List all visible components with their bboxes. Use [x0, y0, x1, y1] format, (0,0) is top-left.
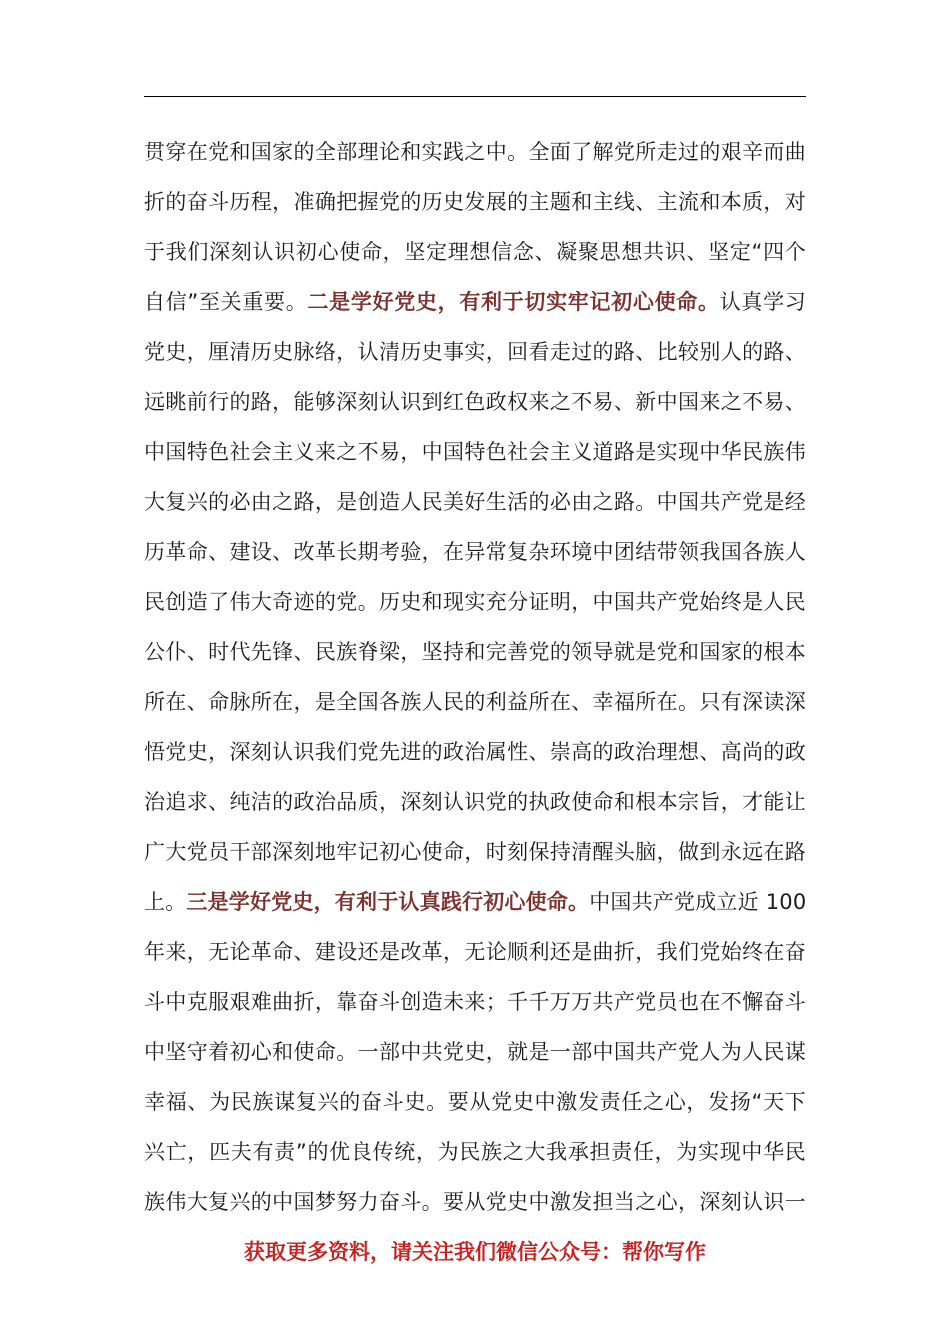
- text-run: 广大党员干部深刻地牢记初心使命，时刻保持清醒头脑，做到永远在路: [144, 840, 806, 864]
- footer-notice: 获取更多资料，请关注我们微信公众号：帮你写作: [244, 1239, 706, 1264]
- text-run: 折的奋斗历程，准确把握党的历史发展的主题和主线、主流和本质，对: [144, 190, 806, 214]
- text-line: [144, 927, 806, 977]
- text-line: [144, 127, 806, 177]
- text-run: 自信”至关重要。: [144, 290, 308, 314]
- text-run: 斗中克服艰难曲折，靠奋斗创造未来；千千万万共产党员也在不懈奋斗: [144, 990, 806, 1014]
- text-run: 所在、命脉所在，是全国各族人民的利益所在、幸福所在。只有深读深: [144, 690, 806, 714]
- text-run: 年来，无论革命、建设还是改革，无论顺利还是曲折，我们党始终在奋: [144, 940, 806, 964]
- text-line: [144, 227, 806, 277]
- text-line: [144, 727, 806, 777]
- text-run: 民创造了伟大奇迹的党。历史和现实充分证明，中国共产党始终是人民: [144, 590, 806, 614]
- text-run: 兴亡，匹夫有责”的优良传统，为民族之大我承担责任，为实现中华民: [144, 1140, 806, 1164]
- text-line: [144, 1177, 806, 1227]
- document-body: [144, 127, 806, 1227]
- text-line: [144, 377, 806, 427]
- text-line: [144, 1077, 806, 1127]
- text-run: 党史，厘清历史脉络，认清历史事实，回看走过的路、比较别人的路、: [144, 340, 806, 364]
- highlighted-heading: 二是学好党史，有利于切实牢记初心使命。: [307, 290, 720, 314]
- highlighted-heading: 三是学好党史，有利于认真践行初心使命。: [186, 890, 590, 914]
- text-run: 贯穿在党和国家的全部理论和实践之中。全面了解党所走过的艰辛而曲: [144, 140, 806, 164]
- text-line: [144, 877, 806, 927]
- text-line: [144, 1127, 806, 1177]
- text-line: [144, 677, 806, 727]
- text-run: 中国共产党成立近 100: [589, 890, 807, 914]
- text-line: [144, 1027, 806, 1077]
- text-run: 大复兴的必由之路，是创造人民美好生活的必由之路。中国共产党是经: [144, 490, 806, 514]
- text-run: 于我们深刻认识初心使命，坚定理想信念、凝聚思想共识、坚定“四个: [144, 240, 806, 264]
- text-line: [144, 427, 806, 477]
- text-line: [144, 777, 806, 827]
- header-rule: [144, 96, 806, 97]
- text-line: [144, 977, 806, 1027]
- text-run: 历革命、建设、改革长期考验，在异常复杂环境中团结带领我国各族人: [144, 540, 806, 564]
- text-run: 中坚守着初心和使命。一部中共党史，就是一部中国共产党人为人民谋: [144, 1040, 806, 1064]
- text-line: [144, 577, 806, 627]
- text-run: 认真学习: [719, 290, 806, 314]
- text-run: 治追求、纯洁的政治品质，深刻认识党的执政使命和根本宗旨，才能让: [144, 790, 806, 814]
- text-run: 中国特色社会主义来之不易，中国特色社会主义道路是实现中华民族伟: [144, 440, 806, 464]
- text-line: [144, 527, 806, 577]
- text-line: [144, 277, 806, 327]
- text-run: 族伟大复兴的中国梦努力奋斗。要从党史中激发担当之心，深刻认识一: [144, 1190, 806, 1214]
- text-run: 远眺前行的路，能够深刻认识到红色政权来之不易、新中国来之不易、: [144, 390, 806, 414]
- text-line: [144, 177, 806, 227]
- text-run: 上。: [144, 890, 187, 914]
- text-line: [144, 327, 806, 377]
- text-line: [144, 477, 806, 527]
- text-run: 公仆、时代先锋、民族脊梁，坚持和完善党的领导就是党和国家的根本: [144, 640, 806, 664]
- text-line: [144, 827, 806, 877]
- text-line: [144, 627, 806, 677]
- text-run: 悟党史，深刻认识我们党先进的政治属性、崇高的政治理想、高尚的政: [144, 740, 806, 764]
- text-run: 幸福、为民族谋复兴的奋斗史。要从党史中激发责任之心，发扬“天下: [144, 1090, 806, 1114]
